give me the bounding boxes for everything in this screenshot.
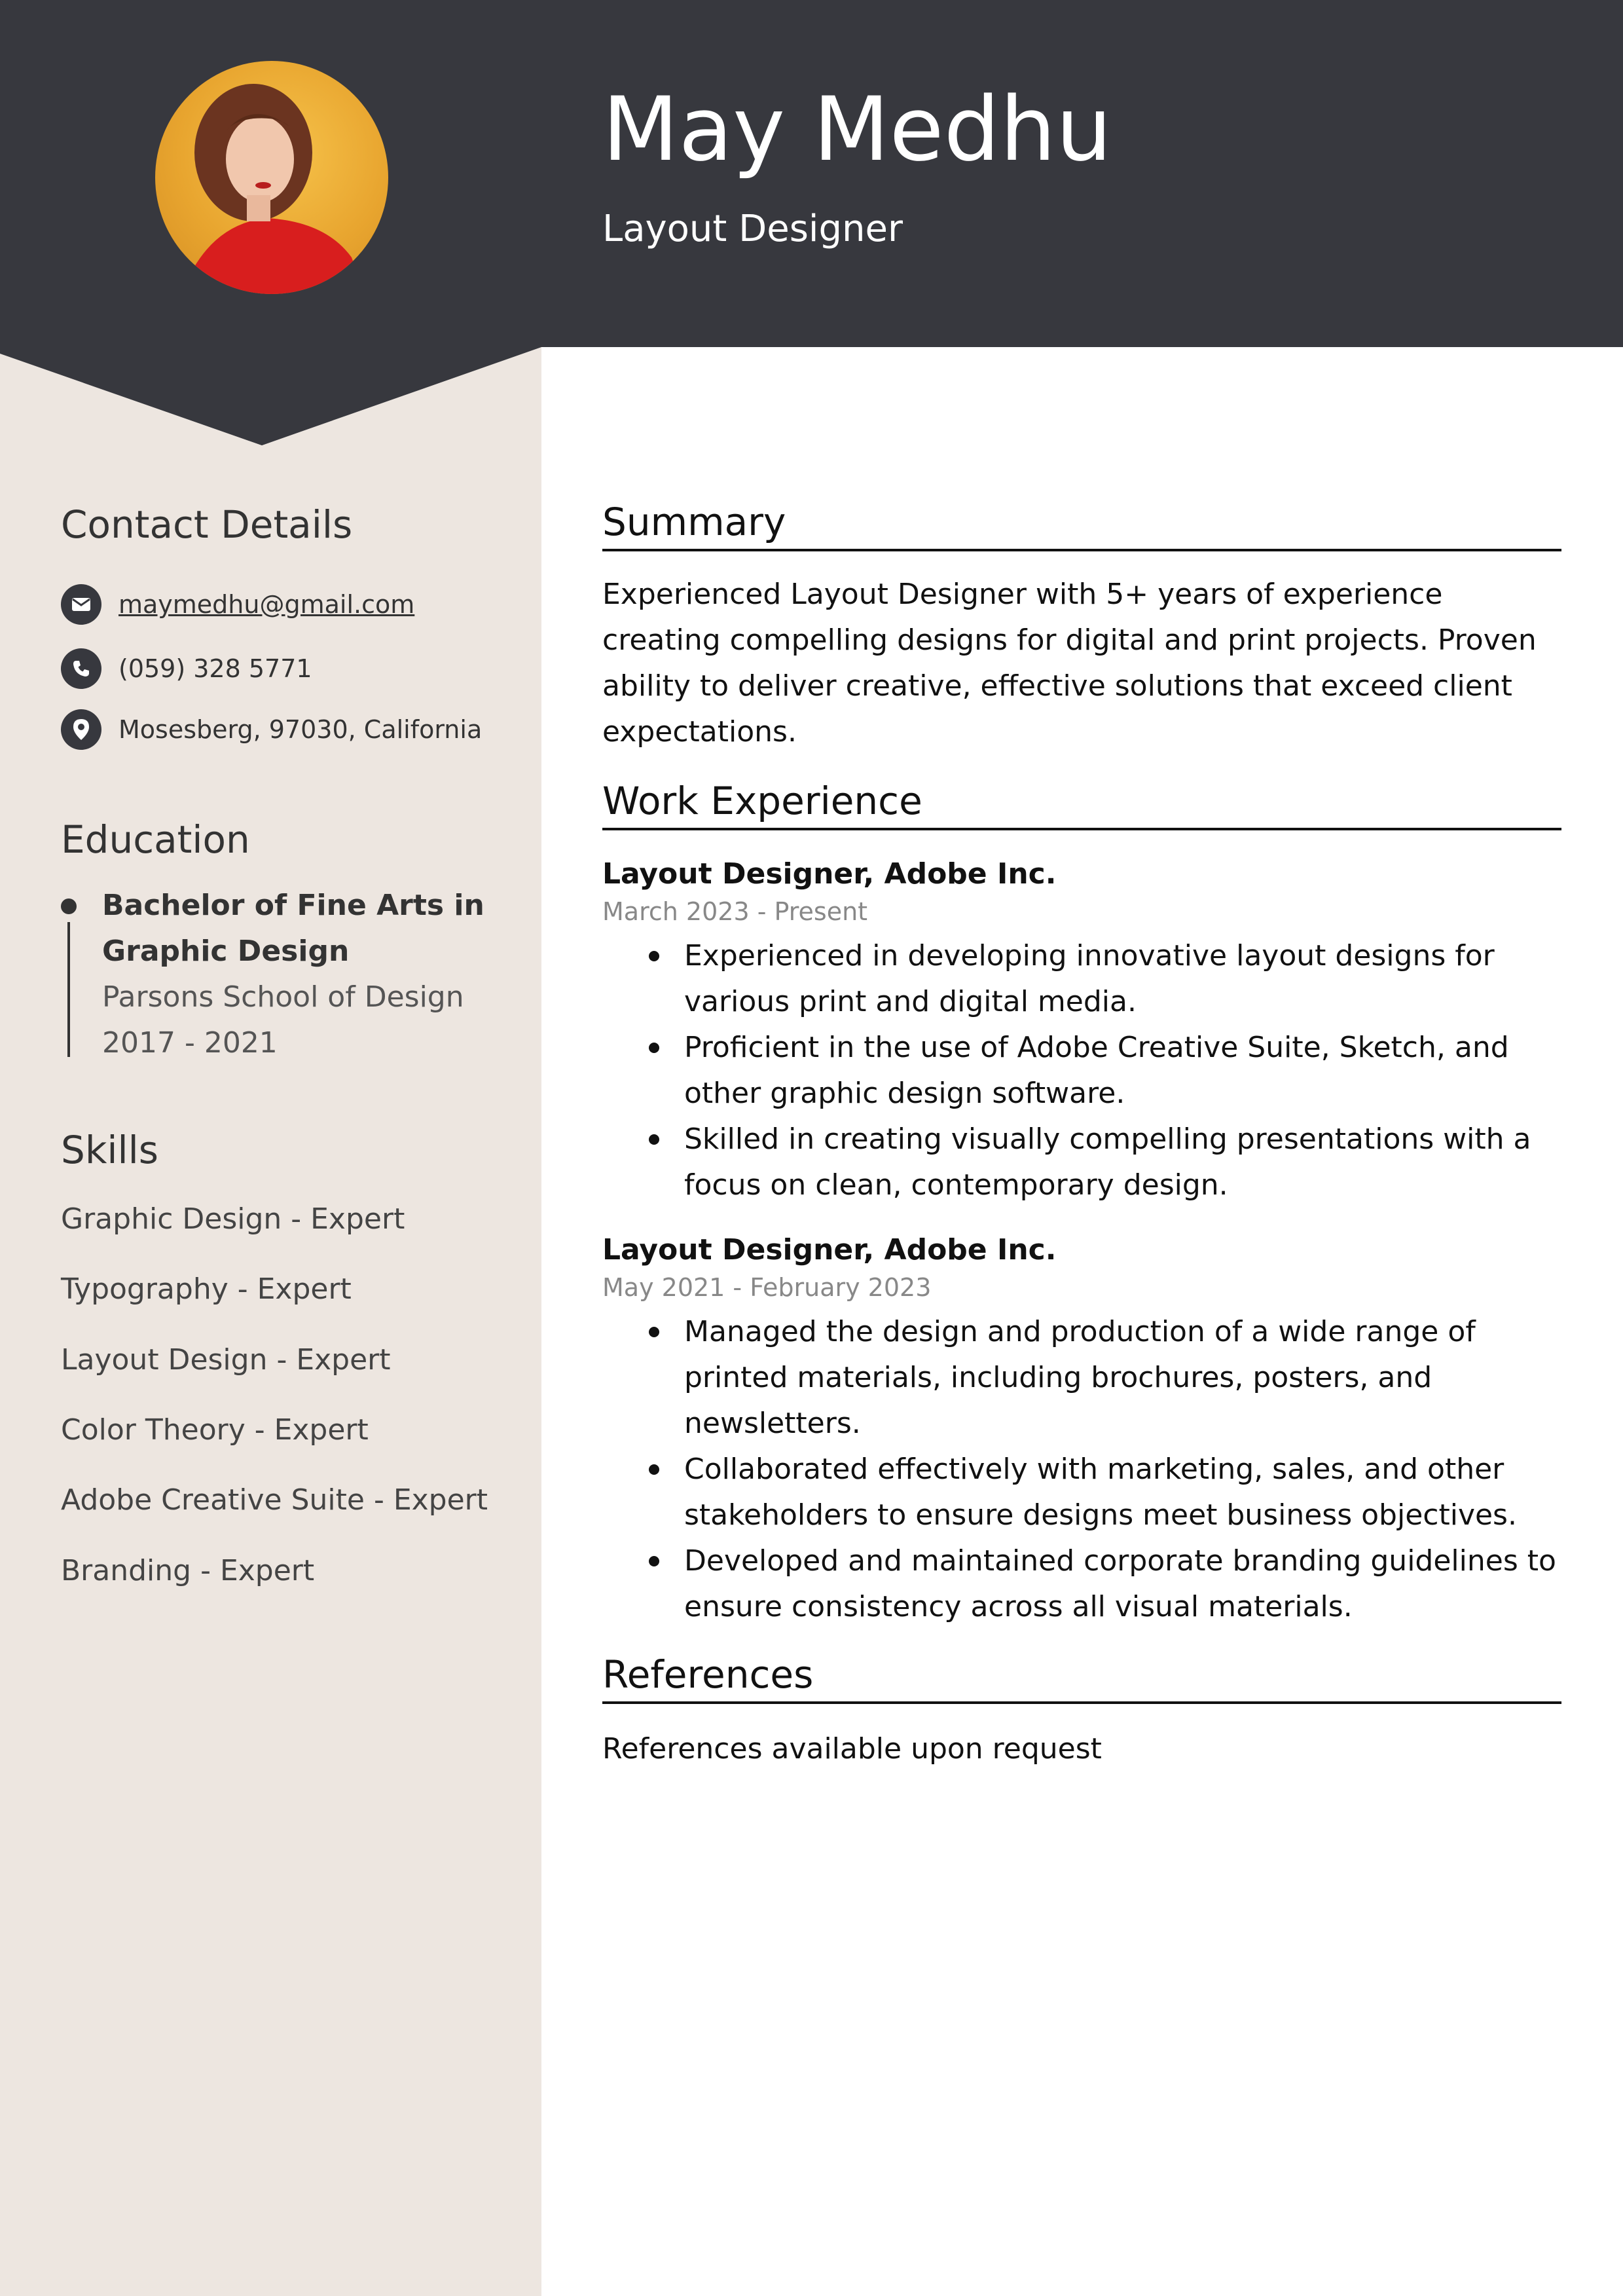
education-timeline-dot [61, 898, 77, 914]
references-text: References available upon request [602, 1732, 1102, 1766]
job-bullet: Managed the design and production of a wide range of printed materials, including brochures, posters, and newsletters. [645, 1309, 1575, 1447]
skill-item: Typography - Expert [61, 1272, 352, 1306]
contact-phone-row [61, 648, 312, 689]
skill-item: Layout Design - Expert [61, 1343, 391, 1377]
summary-heading: Summary [602, 500, 786, 544]
profile-photo [155, 61, 388, 294]
job-bullet: Skilled in creating visually compelling presentations with a focus on clean, contemporary design. [645, 1117, 1575, 1208]
experience-divider [602, 828, 1561, 830]
job-bullet: Experienced in developing innovative layout designs for various print and digital media. [645, 933, 1575, 1025]
skill-item: Color Theory - Expert [61, 1413, 369, 1447]
education-years: 2017 - 2021 [102, 1026, 278, 1060]
education-timeline-line [67, 922, 70, 1057]
address: Mosesberg, 97030, California [119, 715, 483, 744]
skill-item: Branding - Expert [61, 1554, 315, 1587]
candidate-title: Layout Designer [602, 208, 903, 250]
phone-number: (059) 328 5771 [119, 654, 312, 683]
degree-line-1: Bachelor of Fine Arts in [102, 889, 484, 922]
job-title: Layout Designer, Adobe Inc. [602, 857, 1057, 891]
location-pin-icon [61, 709, 101, 750]
experience-heading: Work Experience [602, 779, 922, 823]
references-heading: References [602, 1652, 814, 1697]
email-link[interactable]: maymedhu@gmail.com [119, 590, 415, 619]
job-dates: May 2021 - February 2023 [602, 1273, 932, 1302]
skill-item: Adobe Creative Suite - Expert [61, 1483, 488, 1517]
contact-address-row [61, 709, 482, 750]
job-bullet-list [645, 1309, 1575, 1630]
job-title: Layout Designer, Adobe Inc. [602, 1233, 1057, 1267]
job-bullet-list [645, 933, 1575, 1208]
envelope-icon [61, 584, 101, 625]
degree-line-2: Graphic Design [102, 935, 350, 968]
contact-heading: Contact Details [61, 502, 353, 547]
skills-heading: Skills [61, 1128, 158, 1172]
phone-icon [61, 648, 101, 689]
school-name: Parsons School of Design [102, 980, 464, 1014]
job-bullet: Developed and maintained corporate branding guidelines to ensure consistency across all visual materials. [645, 1538, 1575, 1630]
skill-item: Graphic Design - Expert [61, 1202, 405, 1236]
references-divider [602, 1701, 1561, 1704]
job-bullet: Collaborated effectively with marketing, sales, and other stakeholders to ensure designs meet business objectives. [645, 1447, 1575, 1538]
contact-email-row [61, 584, 414, 625]
summary-text: Experienced Layout Designer with 5+ years of experience creating compelling designs for digital and print projects. Proven ability to deliver creative, effective solutions that exceed client expectations. [602, 578, 1537, 749]
job-dates: March 2023 - Present [602, 897, 868, 926]
education-heading: Education [61, 817, 250, 862]
candidate-name: May Medhu [602, 78, 1112, 181]
summary-divider [602, 549, 1561, 551]
job-bullet: Proficient in the use of Adobe Creative Suite, Sketch, and other graphic design software. [645, 1025, 1575, 1117]
header-chevron [0, 346, 541, 447]
